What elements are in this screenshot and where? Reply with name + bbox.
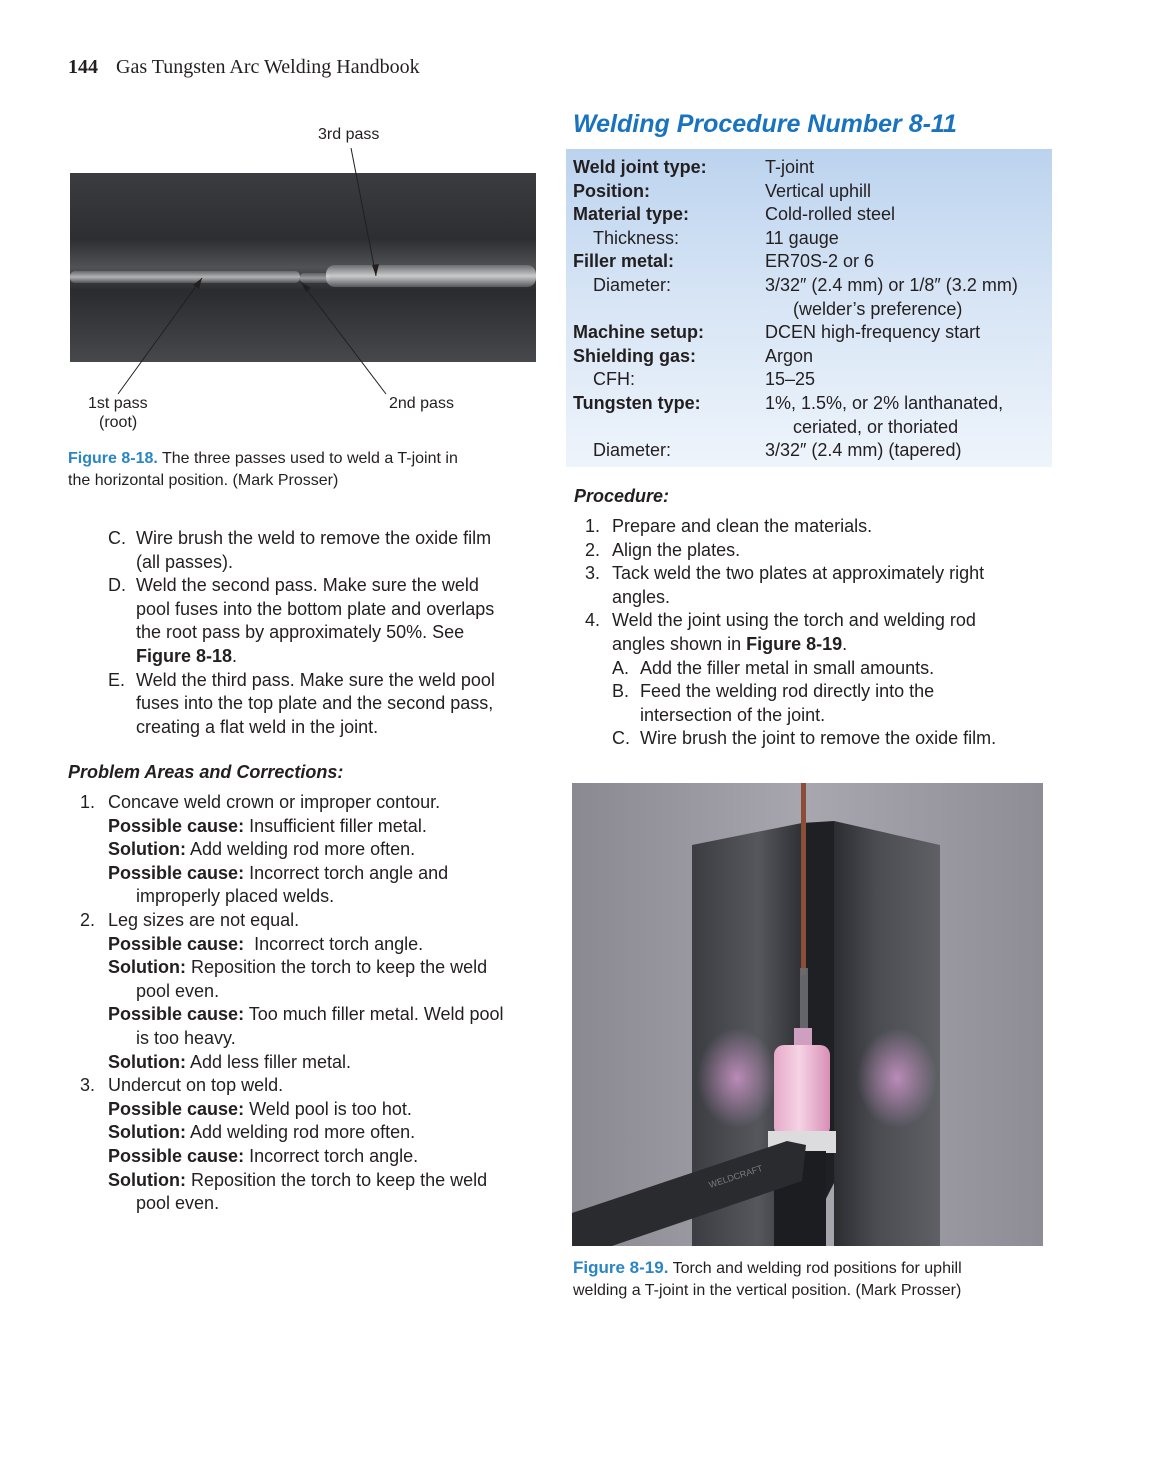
step-line: angles shown in — [612, 633, 747, 654]
procedure-title: Welding Procedure Number 8-11 — [573, 110, 957, 138]
problem-item — [80, 791, 550, 909]
entry-key: Possible cause: — [108, 1004, 245, 1025]
leader-3rd — [351, 148, 376, 276]
entry-text: Add welding rod more often. — [185, 1122, 416, 1143]
step-line: (all passes). — [136, 551, 234, 572]
step-line: creating a flat weld in the joint. — [136, 716, 379, 737]
spec-row-continuation — [573, 298, 1048, 322]
spec-key: Diameter: — [593, 274, 672, 295]
spec-key: Weld joint type: — [573, 157, 707, 177]
step-marker: E. — [108, 669, 126, 690]
spec-value: T-joint — [765, 157, 815, 177]
page-number: 144 — [68, 56, 98, 78]
step-line: fuses into the top plate and the second pass, — [136, 693, 494, 714]
problem-number: 2. — [80, 909, 96, 930]
step-number: 3. — [585, 563, 601, 584]
caption-line: The three passes used to weld a T-joint in — [161, 450, 458, 467]
caption-line: Torch and welding rod positions for uphill — [672, 1260, 962, 1277]
entry-text: Reposition the torch to keep the weld — [185, 957, 488, 978]
step-item — [108, 669, 548, 740]
arrowhead-2nd — [301, 282, 311, 292]
step-line: Weld the third pass. Make sure the weld pool — [136, 669, 495, 690]
left-glow — [697, 1028, 777, 1128]
welding-rod — [801, 783, 806, 975]
label-1st-pass: 1st pass — [88, 395, 148, 412]
spec-value: ER70S-2 or 6 — [765, 251, 875, 272]
step-number: 1. — [585, 516, 601, 536]
spec-row — [573, 439, 1048, 463]
spec-value: 15–25 — [765, 369, 816, 390]
step-marker: D. — [108, 575, 126, 596]
entry-key: Solution: — [108, 839, 186, 860]
step-line: Weld the joint using the torch and welding rod — [612, 610, 976, 631]
procedure-step — [585, 609, 1045, 656]
step-item — [108, 574, 548, 668]
step-marker: C. — [108, 528, 126, 548]
step-line: Align the plates. — [612, 539, 741, 560]
step-number: 4. — [585, 610, 601, 631]
step-line: Wire brush the weld to remove the oxide film — [136, 528, 492, 548]
entry-text: Weld pool is too hot. — [244, 1098, 412, 1119]
figure-reference: Figure 8-19 — [746, 633, 843, 654]
spec-row — [573, 345, 1048, 369]
caption-line: the horizontal position. (Mark Prosser) — [68, 472, 339, 489]
spec-value: DCEN high-frequency start — [765, 322, 981, 343]
book-title: Gas Tungsten Arc Welding Handbook — [116, 56, 420, 78]
entry-text: pool even. — [136, 1193, 220, 1214]
spec-value: 1%, 1.5%, or 2% lanthanated, — [765, 392, 1004, 413]
figure-8-19-caption — [573, 1257, 1053, 1302]
entry-key: Solution: — [108, 1169, 186, 1190]
problems-heading: Problem Areas and Corrections: — [68, 762, 344, 782]
ceramic-cup — [774, 1045, 830, 1137]
entry-text: pool even. — [136, 980, 220, 1001]
label-3rd-pass: 3rd pass — [318, 126, 380, 143]
spec-value: Argon — [765, 345, 814, 366]
entry-text: improperly placed welds. — [136, 886, 335, 907]
spec-row — [573, 368, 1048, 392]
torch-brand-text: WELDCRAFT — [707, 1163, 764, 1190]
spec-value: Vertical uphill — [765, 180, 872, 201]
entry-key: Possible cause: — [108, 1098, 245, 1119]
procedure-step — [585, 539, 1045, 563]
step-number: 2. — [585, 539, 601, 560]
step-line: Tack weld the two plates at approximately right — [612, 563, 985, 584]
right-glow — [857, 1028, 937, 1128]
left-step-list — [108, 527, 548, 739]
spec-key: Shielding gas: — [573, 345, 697, 366]
problem-number: 1. — [80, 792, 96, 812]
spec-value: 11 gauge — [765, 227, 839, 248]
leader-1st — [118, 278, 202, 394]
problem-item — [80, 909, 550, 1074]
spec-row — [573, 250, 1048, 274]
step-line: Weld the second pass. Make sure the weld — [136, 575, 479, 596]
spec-row — [573, 274, 1048, 298]
spec-row — [573, 203, 1048, 227]
spec-value: Cold-rolled steel — [765, 204, 896, 225]
entry-key: Solution: — [108, 1051, 186, 1072]
entry-key: Possible cause: — [108, 933, 245, 954]
entry-key: Solution: — [108, 1122, 186, 1143]
spec-key: Material type: — [573, 204, 690, 225]
entry-text: Insufficient filler metal. — [244, 815, 427, 836]
procedure-spec-table — [573, 156, 1048, 463]
spec-value: ceriated, or thoriated — [793, 416, 959, 437]
problem-text: Leg sizes are not equal. — [108, 909, 300, 930]
figure-reference: Figure 8-18 — [136, 645, 233, 666]
spec-key: Diameter: — [593, 440, 672, 461]
arrowhead-3rd — [372, 264, 379, 276]
spec-row — [573, 227, 1048, 251]
procedure-substep — [585, 727, 1045, 751]
problem-number: 3. — [80, 1075, 96, 1096]
figure-8-18-caption — [68, 448, 538, 492]
spec-key: Thickness: — [593, 227, 680, 248]
step-line: intersection of the joint. — [640, 704, 826, 725]
step-line: . — [842, 633, 848, 654]
label-2nd-pass: 2nd pass — [389, 395, 454, 412]
spec-key: Tungsten type: — [573, 392, 701, 413]
spec-value: (welder’s preference) — [793, 298, 963, 319]
procedure-steps — [585, 515, 1045, 751]
entry-text: Incorrect torch angle. — [244, 1145, 419, 1166]
spec-key: CFH: — [593, 369, 635, 390]
entry-key: Possible cause: — [108, 862, 245, 883]
problem-item — [80, 1074, 550, 1216]
spec-row-continuation — [573, 416, 1048, 440]
entry-text: Reposition the torch to keep the weld — [185, 1169, 488, 1190]
figure-8-19-label: Figure 8-19. — [573, 1258, 669, 1277]
spec-key: Filler metal: — [573, 251, 675, 272]
spec-row — [573, 156, 1048, 180]
problem-text: Undercut on top weld. — [108, 1075, 284, 1096]
procedure-heading: Procedure: — [574, 486, 670, 506]
step-item — [108, 527, 548, 574]
spec-value: 3/32″ (2.4 mm) or 1/8″ (3.2 mm) — [765, 274, 1018, 295]
spec-value: 3/32″ (2.4 mm) (tapered) — [765, 440, 962, 461]
spec-key: Machine setup: — [573, 322, 705, 343]
step-line: Add the filler metal in small amounts. — [640, 657, 935, 678]
problem-text: Concave weld crown or improper contour. — [108, 792, 441, 812]
step-line: Wire brush the joint to remove the oxide film. — [640, 728, 997, 749]
substep-marker: B. — [612, 681, 630, 702]
spec-row — [573, 321, 1048, 345]
entry-text: Add less filler metal. — [185, 1051, 352, 1072]
entry-key: Possible cause: — [108, 1145, 245, 1166]
entry-text: Add welding rod more often. — [185, 839, 416, 860]
caption-line: welding a T-joint in the vertical position. (Mark Prosser) — [573, 1282, 962, 1299]
procedure-step — [585, 562, 1045, 609]
spec-key: Position: — [573, 180, 650, 201]
step-line: . — [232, 645, 238, 666]
procedure-step — [585, 515, 1045, 539]
substep-marker: C. — [612, 728, 630, 749]
torch-position-photo — [572, 783, 1043, 1246]
arrowhead-1st — [193, 278, 202, 289]
spec-row — [573, 392, 1048, 416]
problems-list — [80, 791, 550, 1216]
entry-key: Solution: — [108, 957, 186, 978]
entry-text: Incorrect torch angle and — [244, 862, 449, 883]
substep-marker: A. — [612, 657, 630, 678]
spec-row — [573, 180, 1048, 204]
entry-key: Possible cause: — [108, 815, 245, 836]
step-line: Feed the welding rod directly into the — [640, 681, 935, 702]
step-line: the root pass by approximately 50%. See — [136, 622, 465, 643]
step-line: Prepare and clean the materials. — [612, 516, 873, 536]
step-line: angles. — [612, 586, 671, 607]
figure-8-18-label: Figure 8-18. — [68, 450, 158, 467]
entry-text: Too much filler metal. Weld pool — [244, 1004, 504, 1025]
procedure-substep — [585, 657, 1045, 681]
entry-text: Incorrect torch angle. — [244, 933, 424, 954]
label-root: (root) — [99, 414, 138, 431]
step-line: pool fuses into the bottom plate and overlaps — [136, 598, 495, 619]
procedure-substep — [585, 680, 1045, 727]
leader-2nd — [301, 282, 386, 394]
entry-text: is too heavy. — [136, 1027, 236, 1048]
